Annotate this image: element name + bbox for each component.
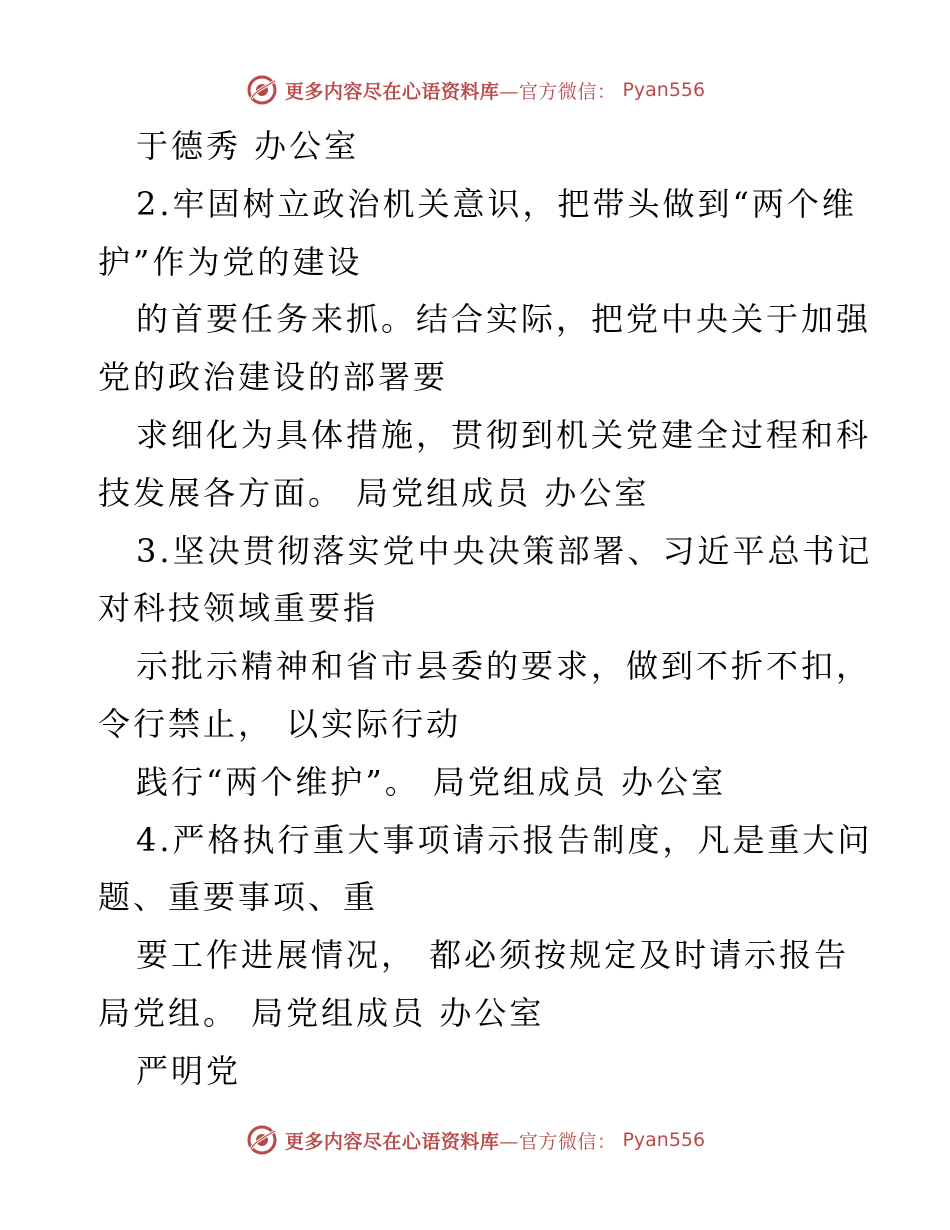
body-line-9: 对科技领域重要指 — [98, 589, 379, 628]
body-line-12: 践行“两个维护”。 局党组成员 办公室 — [136, 762, 727, 801]
body-line-14: 题、重要事项、重 — [98, 878, 379, 917]
ribbon-logo-icon — [245, 1123, 279, 1157]
ribbon-logo-icon — [245, 73, 279, 107]
header-watermark-id: Pyan556 — [622, 79, 706, 101]
footer-watermark-text — [285, 1127, 617, 1154]
body-line-1: 于德秀 办公室 — [136, 127, 360, 165]
body-line-10: 示批示精神和省市县委的要求，做到不折不扣， — [136, 647, 872, 686]
body-line-11: 令行禁止， 以实际行动 — [98, 704, 462, 743]
footer-watermark-suffix: 官方微信： — [518, 1130, 617, 1153]
body-line-4: 的首要任务来抓。结合实际，把党中央关于加强 — [136, 300, 872, 339]
footer-watermark-dash: — — [499, 1130, 519, 1153]
header-watermark-suffix: 官方微信： — [518, 80, 617, 103]
body-line-6: 求细化为具体措施，贯彻到机关党建全过程和科 — [136, 415, 872, 454]
body-line-7: 技发展各方面。 局党组成员 办公室 — [98, 473, 650, 512]
body-line-8: 3.坚决贯彻落实党中央决策部署、习近平总书记 — [136, 531, 873, 570]
header-watermark-text — [285, 77, 617, 104]
header-watermark-dash: — — [499, 80, 519, 103]
body-line-3: 护”作为党的建设 — [98, 242, 363, 281]
body-line-5: 党的政治建设的部署要 — [98, 358, 449, 397]
document-body — [98, 118, 873, 1101]
footer-watermark — [0, 1120, 950, 1160]
body-line-15: 要工作进展情况， 都必须按规定及时请示报告 — [136, 936, 850, 975]
footer-watermark-id: Pyan556 — [622, 1129, 706, 1151]
header-watermark — [0, 70, 950, 110]
body-line-17: 严明党 — [136, 1051, 242, 1090]
body-line-2: 2.牢固树立政治机关意识，把带头做到“两个维 — [136, 184, 857, 223]
body-line-13: 4.严格执行重大事项请示报告制度，凡是重大问 — [136, 820, 873, 859]
header-watermark-main: 更多内容尽在心语资料库 — [284, 80, 500, 103]
footer-watermark-main: 更多内容尽在心语资料库 — [284, 1130, 500, 1153]
body-line-16: 局党组。 局党组成员 办公室 — [98, 993, 545, 1032]
